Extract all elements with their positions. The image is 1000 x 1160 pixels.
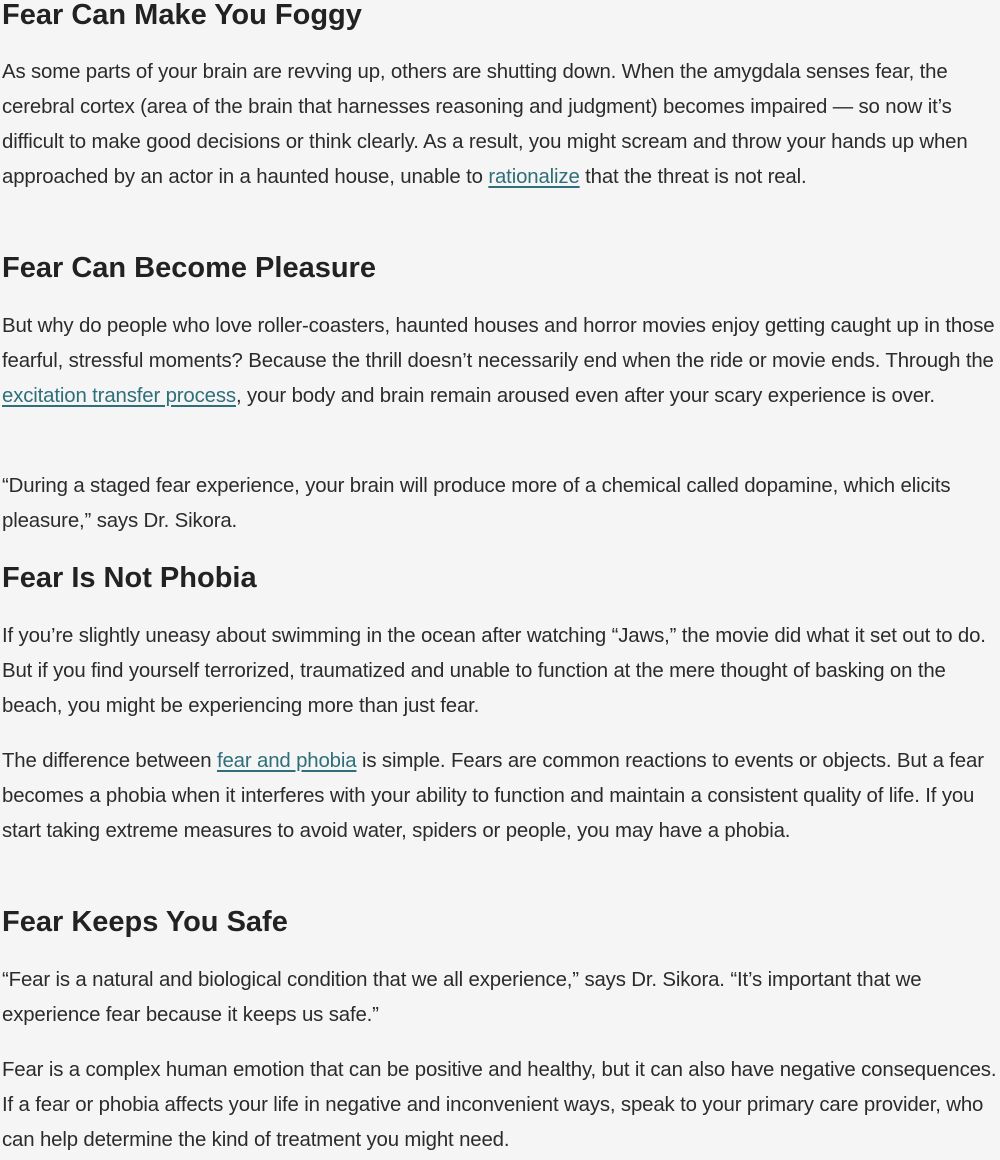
paragraph-text: is simple. Fears are common reactions to events or objects. But a fear becomes a phobia when it interferes with your ability to function and maintain a consistent quality of life. If you start taking extreme measures to avoid water, spiders or people, you may have a phobia.	[2, 750, 984, 842]
paragraph-text: As some parts of your brain are revving up, others are shutting down. When the amygdala senses fear, the cerebral cortex (area of the brain that harnesses reasoning and judgment) becomes impaired — so now it’s difficult to make good decisions or think clearly. As a result, you might scream and throw your hands up when approached by an actor in a haunted house, unable to	[2, 61, 968, 188]
section-heading-foggy: Fear Can Make You Foggy	[2, 0, 362, 31]
section-heading-pleasure: Fear Can Become Pleasure	[2, 252, 376, 284]
paragraph-foggy	[2, 55, 998, 195]
paragraph-text: But why do people who love roller-coasters, haunted houses and horror movies enjoy getting caught up in those fearful, stressful moments? Because the thrill doesn’t necessarily end when the ride or movie ends. Through the	[2, 315, 995, 372]
paragraph-pleasure-1	[2, 309, 998, 414]
paragraph-phobia-2	[2, 744, 998, 849]
paragraph-text: The difference between	[2, 750, 217, 772]
section-heading-phobia: Fear Is Not Phobia	[2, 562, 257, 594]
paragraph-safe-1: “Fear is a natural and biological condition that we all experience,” says Dr. Sikora. “It’s important that we experience fear because it keeps us safe.”	[2, 969, 922, 1026]
paragraph-text: , your body and brain remain aroused even after your scary experience is over.	[235, 385, 935, 407]
section-heading-safe: Fear Keeps You Safe	[2, 906, 288, 938]
paragraph-text: that the threat is not real.	[579, 166, 807, 188]
fear-and-phobia-link[interactable]: fear and phobia	[216, 750, 357, 772]
paragraph-safe-2: Fear is a complex human emotion that can be positive and healthy, but it can also have negative consequences. If a fear or phobia affects your life in negative and inconvenient ways, speak to your primary care provider, who can help determine the kind of treatment you might need.	[2, 1059, 997, 1151]
excitation-transfer-link[interactable]: excitation transfer process	[2, 385, 236, 407]
paragraph-pleasure-2: “During a staged fear experience, your brain will produce more of a chemical called dopamine, which elicits pleasure,” says Dr. Sikora.	[2, 475, 951, 532]
rationalize-link[interactable]: rationalize	[488, 166, 580, 188]
paragraph-phobia-1: If you’re slightly uneasy about swimming in the ocean after watching “Jaws,” the movie did what it set out to do. But if you find yourself terrorized, traumatized and unable to function at the mere thought of basking on the beach, you might be experiencing more than just fear.	[2, 625, 986, 717]
